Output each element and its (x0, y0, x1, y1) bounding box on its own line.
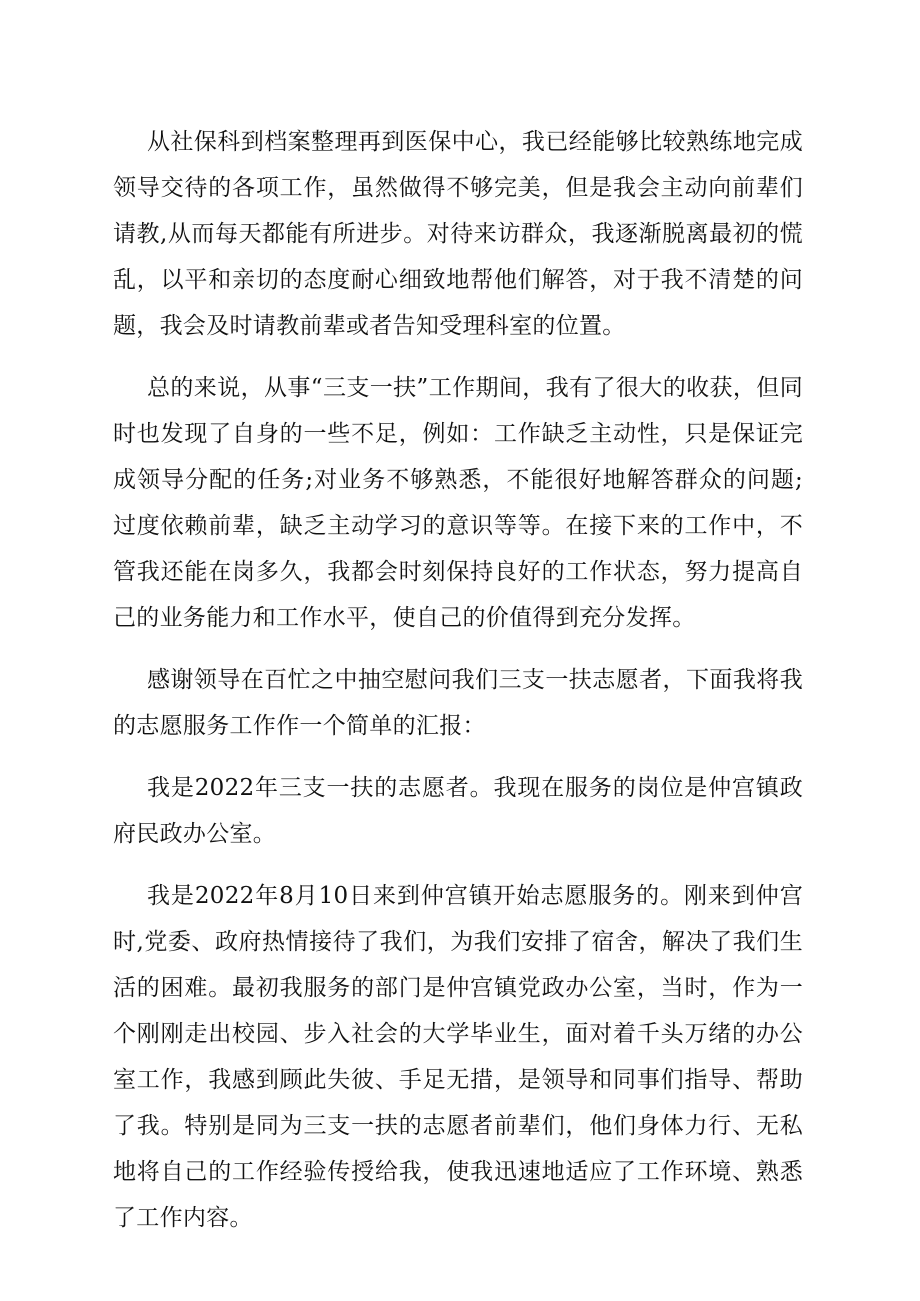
paragraph-2: 总的来说，从事“三支一扶”工作期间，我有了很大的收获，但同时也发现了自身的一些不足，例如：工作缺乏主动性，只是保证完成领导分配的任务;对业务不够熟悉，不能很好地解答群众的问题;过度依赖前辈，缺乏主动学习的意识等等。在接下来的工作中，不管我还能在岗多久，我都会时刻保持良好的工作状态，努力提高自己的业务能力和工作水平，使自己的价值得到充分发挥。 (113, 375, 803, 631)
paragraph-4: 我是2022年三支一扶的志愿者。我现在服务的岗位是仲宫镇政府民政办公室。 (113, 775, 803, 847)
paragraph-1: 从社保科到档案整理再到医保中心，我已经能够比较熟练地完成领导交待的各项工作，虽然做得不够完美，但是我会主动向前辈们请教,从而每天都能有所进步。对待来访群众，我逐渐脱离最初的慌乱，以平和亲切的态度耐心细致地帮他们解答，对于我不清楚的问题，我会及时请教前辈或者告知受理科室的位置。 (113, 129, 803, 339)
paragraph-5: 我是2022年8月10日来到仲宫镇开始志愿服务的。刚来到仲宫时,党委、政府热情接待了我们，为我们安排了宿舍，解决了我们生活的困难。最初我服务的部门是仲宫镇党政办公室，当时，作为一个刚刚走出校园、步入社会的大学毕业生，面对着千头万绪的办公室工作，我感到顾此失彼、手足无措，是领导和同事们指导、帮助了我。特别是同为三支一扶的志愿者前辈们，他们身体力行、无私地将自己的工作经验传授给我，使我迅速地适应了工作环境、熟悉了工作内容。 (113, 883, 803, 1231)
paragraph-3: 感谢领导在百忙之中抽空慰问我们三支一扶志愿者，下面我将我的志愿服务工作作一个简单的汇报： (113, 667, 803, 739)
document-body (113, 119, 803, 1257)
